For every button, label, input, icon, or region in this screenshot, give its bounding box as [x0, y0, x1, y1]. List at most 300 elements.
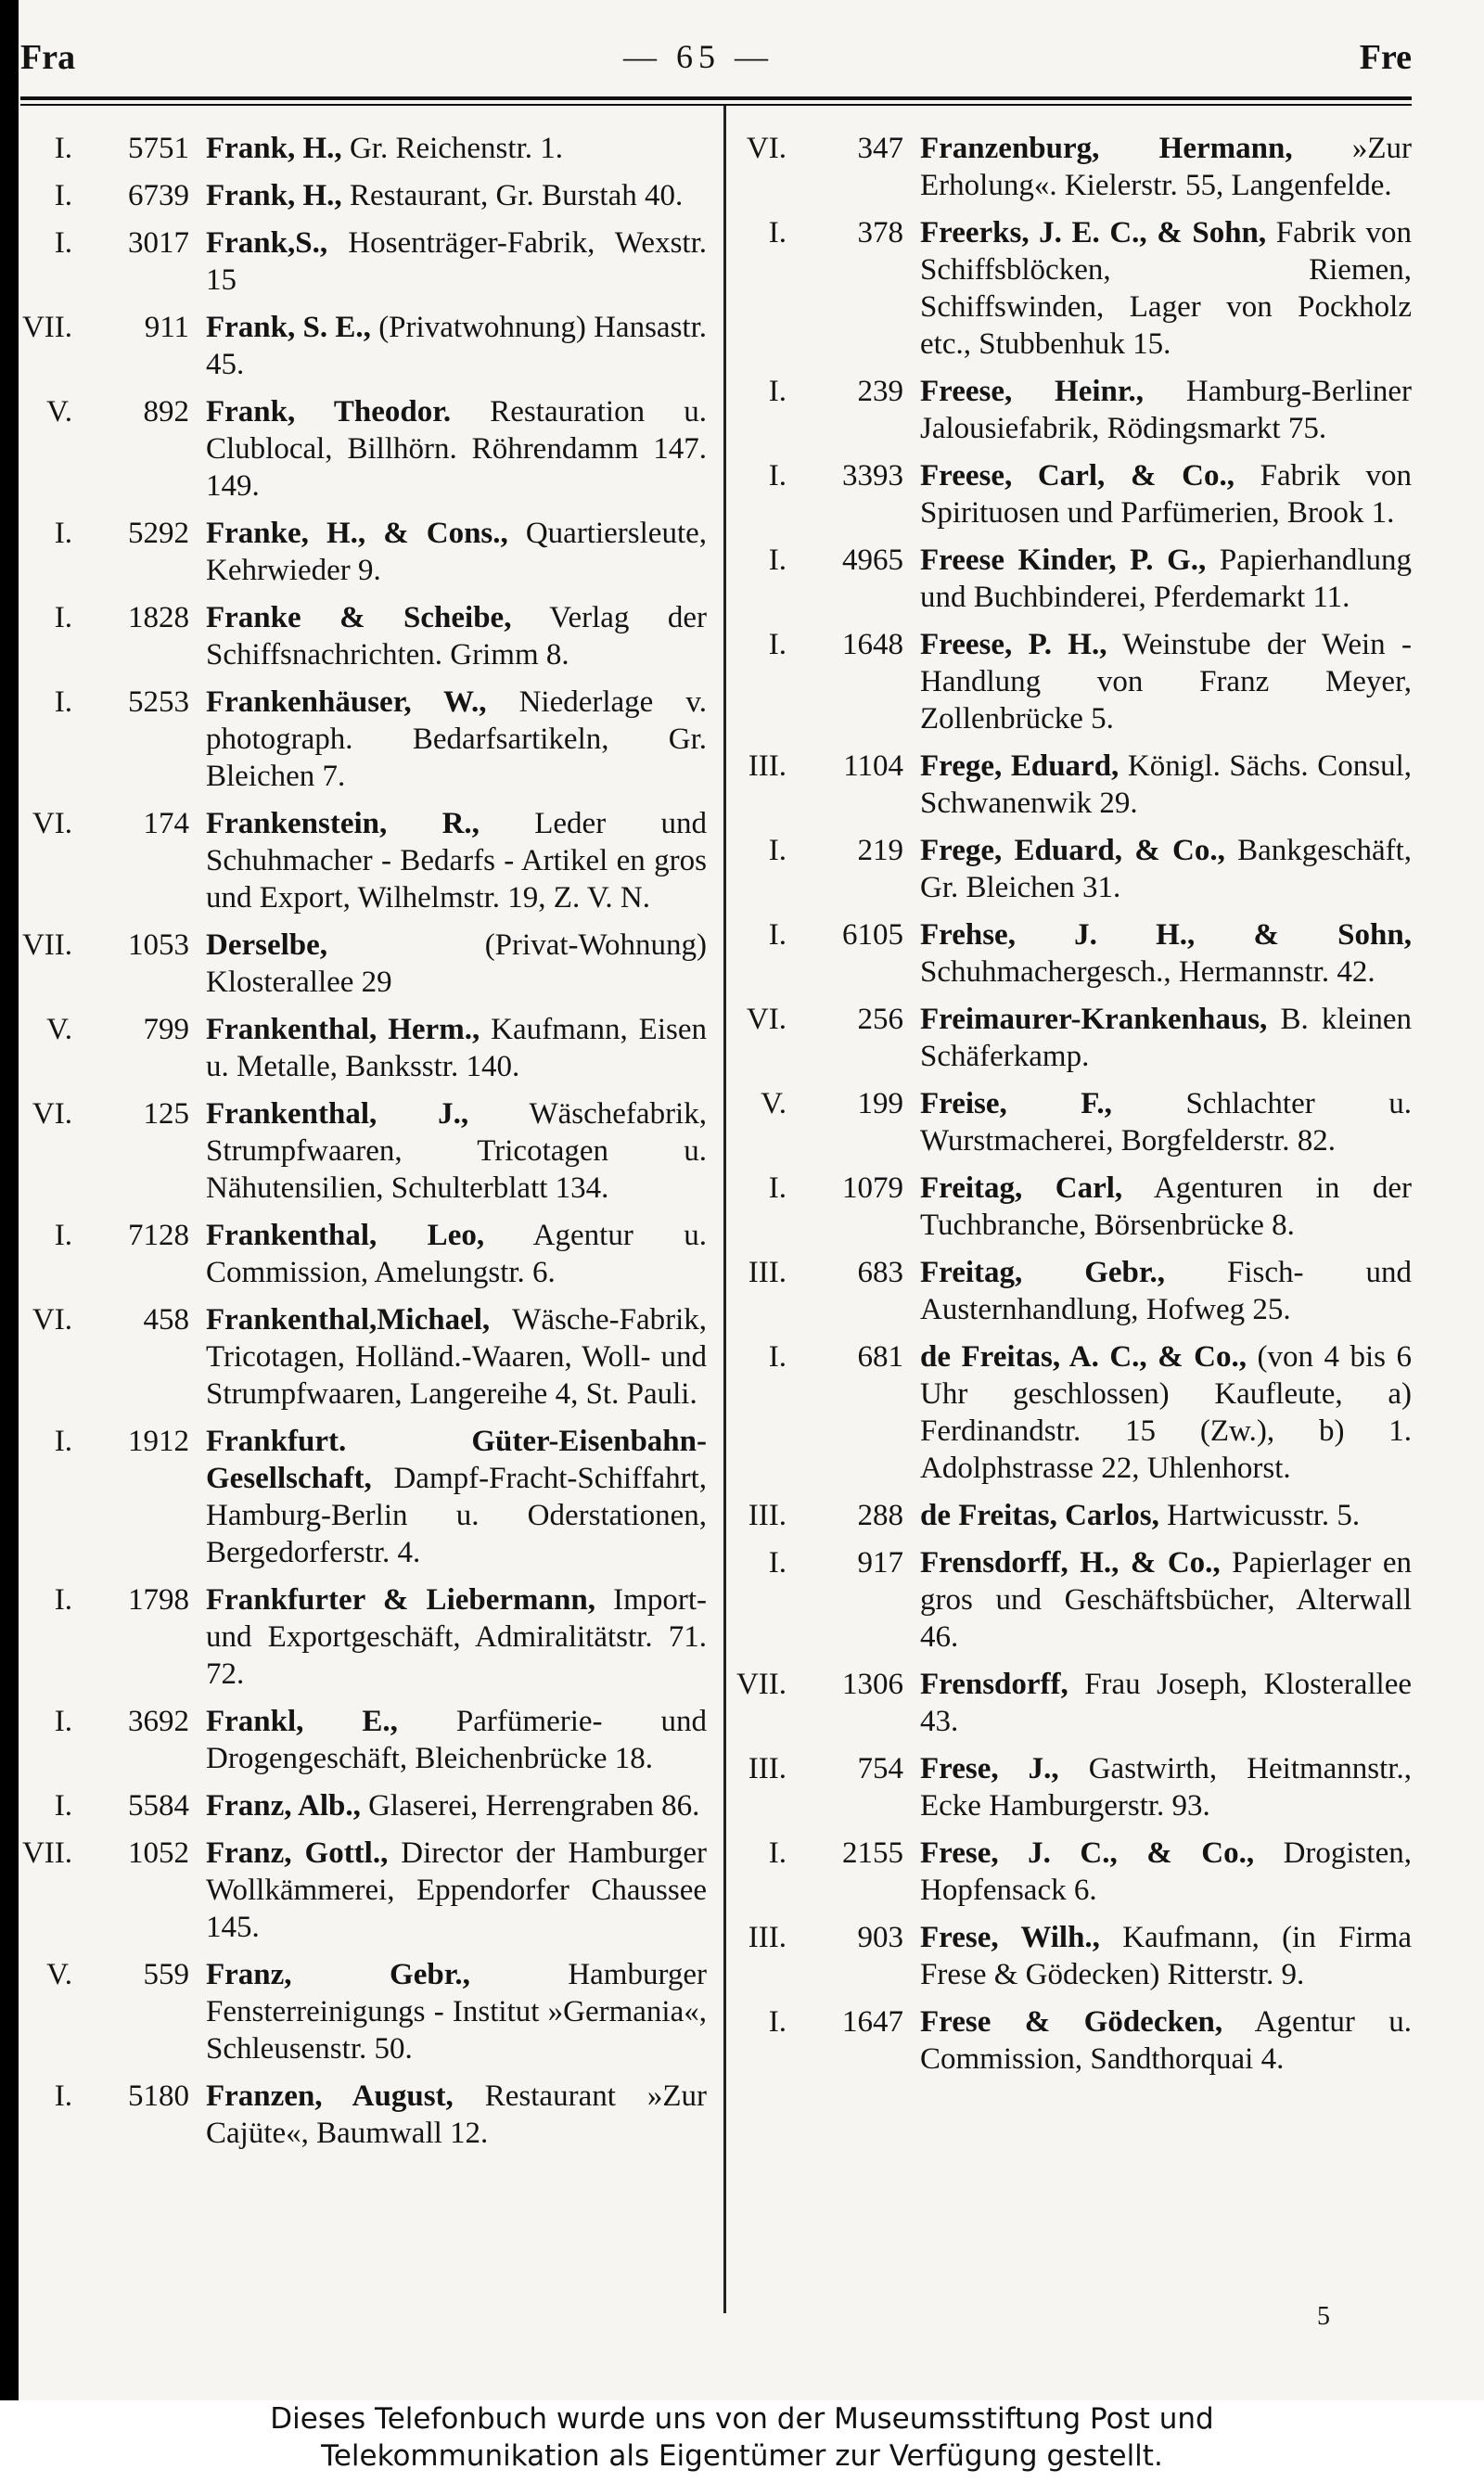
column-divider: [723, 106, 726, 2313]
entry-text: [206, 927, 707, 1001]
subscriber-details: Schuhmachergesch., Hermannstr. 42.: [920, 955, 1375, 989]
exchange-district: I.: [768, 1171, 787, 1205]
entry-text: [206, 1581, 707, 1693]
subscriber-details: »Zur Erholung«. Kielerstr. 55, Langenfelde.: [920, 132, 1412, 202]
subscriber-name: Franz, Gebr.,: [206, 1958, 470, 1991]
line-number: 6739: [128, 179, 189, 212]
subscriber-details: Agentur u. Commission, Sandthorquai 4.: [920, 2005, 1412, 2076]
entry-text: [920, 1001, 1412, 1075]
line-number: 7128: [128, 1219, 189, 1252]
directory-entry: [735, 1085, 1412, 1159]
subscriber-name: Franke, H., & Cons.,: [206, 517, 508, 550]
subscriber-details: Quartiersleute, Kehrwieder 9.: [206, 517, 708, 587]
phone-number: [735, 1835, 920, 1872]
entry-text: [920, 832, 1412, 906]
entry-text: [206, 393, 707, 505]
header-right-keyword: Fre: [1359, 38, 1412, 77]
exchange-district: I.: [54, 1583, 72, 1617]
subscriber-name: Freitag, Gebr.,: [920, 1256, 1166, 1289]
exchange-district: I.: [768, 544, 787, 577]
phone-number: [735, 1170, 920, 1207]
directory-entry: [735, 1001, 1412, 1075]
line-number: 2155: [842, 1836, 903, 1870]
subscriber-details: Glaserei, Herrengraben 86.: [360, 1789, 700, 1823]
entry-text: [920, 457, 1412, 531]
subscriber-details: Restaurant, Gr. Burstah 40.: [341, 179, 684, 212]
subscriber-name: Frankenstein, R.,: [206, 807, 480, 840]
subscriber-details: (von 4 bis 6 Uhr geschlossen) Kaufleute, a) Ferdinandstr. 15 (Zw.), b) 1. Adolphstrasse 22, Uhlenhorst.: [920, 1340, 1413, 1485]
phone-number: [20, 1301, 206, 1338]
phone-number: [735, 1750, 920, 1787]
directory-entry: [735, 1338, 1412, 1487]
exchange-district: I.: [54, 601, 72, 634]
phone-number: [20, 177, 206, 214]
subscriber-details: Wäschefabrik, Strumpfwaaren, Tricotagen u. Nähutensilien, Schulterblatt 134.: [206, 1097, 707, 1205]
directory-entry: [20, 1301, 707, 1413]
sheet-number: 5: [1317, 2302, 1330, 2331]
subscriber-name: de Freitas, Carlos,: [920, 1499, 1159, 1532]
entry-text: [920, 1497, 1412, 1534]
exchange-district: V.: [46, 1958, 72, 1991]
footer-line-2: Telekommunikation als Eigentümer zur Verfügung gestellt.: [321, 2439, 1163, 2473]
exchange-district: I.: [54, 132, 72, 165]
directory-entry: [20, 1423, 707, 1571]
directory-entry: [735, 832, 1412, 906]
subscriber-name: Franz, Alb.,: [206, 1789, 361, 1823]
subscriber-details: Königl. Sächs. Consul, Schwanenwik 29.: [920, 749, 1412, 820]
exchange-district: VII.: [21, 1836, 72, 1870]
phone-number: [735, 916, 920, 953]
directory-entry: [735, 626, 1412, 737]
entry-text: [920, 1666, 1412, 1740]
directory-entry: [20, 599, 707, 673]
phone-number: [735, 1666, 920, 1703]
phone-number: [735, 1544, 920, 1581]
subscriber-details: Papierhandlung und Buchbinderei, Pferdemarkt 11.: [920, 544, 1412, 614]
entry-text: [920, 626, 1412, 737]
entry-text: [920, 130, 1412, 204]
entry-text: [206, 1301, 707, 1413]
line-number: 1052: [128, 1836, 189, 1870]
directory-entry: [20, 130, 707, 167]
line-number: 683: [857, 1256, 903, 1289]
phone-number: [735, 1085, 920, 1122]
line-number: 219: [857, 834, 903, 867]
subscriber-name: Frankenthal,Michael,: [206, 1303, 491, 1337]
subscriber-name: Frese, J. C., & Co.,: [920, 1836, 1255, 1870]
directory-entry: [20, 2078, 707, 2152]
subscriber-name: Frankfurt. Güter-Eisenbahn-Gesellschaft,: [206, 1425, 707, 1495]
exchange-district: III.: [748, 1499, 787, 1532]
header-left-keyword: Fra: [20, 38, 76, 77]
entry-text: [206, 515, 707, 589]
exchange-district: I.: [768, 628, 787, 661]
directory-entry: [20, 1835, 707, 1946]
line-number: 1798: [128, 1583, 189, 1617]
subscriber-name: Frese, Wilh.,: [920, 1921, 1100, 1954]
directory-entry: [20, 1956, 707, 2067]
directory-entry: [20, 1095, 707, 1207]
phone-number: [20, 599, 206, 636]
line-number: 1104: [843, 749, 903, 783]
entry-text: [206, 1835, 707, 1946]
entry-text: [920, 916, 1412, 991]
subscriber-details: Frau Joseph, Klosterallee 43.: [920, 1668, 1412, 1738]
exchange-district: I.: [54, 2079, 72, 2113]
phone-number: [20, 393, 206, 430]
line-number: 1828: [128, 601, 189, 634]
entry-text: [920, 1085, 1412, 1159]
directory-entry: [20, 805, 707, 916]
entry-text: [206, 1703, 707, 1777]
directory-entry: [735, 1919, 1412, 1993]
subscriber-details: Dampf-Fracht-Schiffahrt, Hamburg-Berlin u. Oderstationen, Bergedorferstr. 4.: [206, 1462, 707, 1569]
directory-entry: [20, 309, 707, 383]
line-number: 378: [857, 216, 903, 249]
subscriber-name: Frank, H.,: [206, 132, 342, 165]
line-number: 892: [143, 395, 189, 429]
header-page-number: — 65 —: [623, 38, 774, 75]
left-column: [20, 130, 707, 2162]
phone-number: [20, 1581, 206, 1618]
exchange-district: VI.: [32, 807, 72, 840]
line-number: 1053: [128, 928, 189, 962]
subscriber-details: Import- und Exportgeschäft, Admiralitätstr. 71. 72.: [206, 1583, 707, 1691]
directory-entry: [735, 457, 1412, 531]
exchange-district: VI.: [32, 1303, 72, 1337]
directory-entry: [20, 1787, 707, 1824]
subscriber-name: de Freitas, A. C., & Co.,: [920, 1340, 1247, 1374]
line-number: 288: [857, 1499, 903, 1532]
exchange-district: V.: [761, 1087, 787, 1120]
subscriber-details: Fabrik von Schiffsblöcken, Riemen, Schiffswinden, Lager von Pockholz etc., Stubbenhuk 15.: [920, 216, 1412, 361]
phone-number: [20, 1835, 206, 1872]
line-number: 125: [143, 1097, 189, 1131]
subscriber-name: Frese, J.,: [920, 1752, 1059, 1785]
line-number: 911: [144, 311, 189, 344]
exchange-district: VI.: [746, 1003, 787, 1036]
subscriber-details: Parfümerie- und Drogengeschäft, Bleichenbrücke 18.: [206, 1705, 707, 1775]
subscriber-name: Frank, H.,: [206, 179, 342, 212]
exchange-district: I.: [768, 2005, 787, 2039]
subscriber-details: Kaufmann, (in Firma Frese & Gödecken) Ritterstr. 9.: [920, 1921, 1412, 1991]
line-number: 5253: [128, 685, 189, 719]
entry-text: [920, 1338, 1412, 1487]
entry-text: [920, 1170, 1412, 1244]
phone-number: [20, 224, 206, 262]
directory-entry: [735, 1750, 1412, 1824]
line-number: 1647: [842, 2005, 903, 2039]
phone-number: [735, 2003, 920, 2041]
page-header: [20, 37, 1412, 93]
line-number: 754: [857, 1752, 903, 1785]
phone-number: [20, 1703, 206, 1740]
directory-entry: [735, 1666, 1412, 1740]
phone-number: [20, 805, 206, 842]
subscriber-name: Freitag, Carl,: [920, 1171, 1123, 1205]
subscriber-name: Freese Kinder, P. G.,: [920, 544, 1207, 577]
entry-text: [206, 177, 707, 214]
subscriber-details: Hartwicusstr. 5.: [1158, 1499, 1361, 1532]
line-number: 917: [857, 1546, 903, 1580]
subscriber-details: Weinstube der Wein - Handlung von Franz Meyer, Zollenbrücke 5.: [920, 628, 1412, 736]
subscriber-name: Freese, Carl, & Co.,: [920, 459, 1235, 493]
entry-text: [920, 748, 1412, 822]
entry-text: [920, 1750, 1412, 1824]
phone-number: [20, 309, 206, 346]
phone-number: [20, 1095, 206, 1132]
exchange-district: VI.: [746, 132, 787, 165]
line-number: 3393: [842, 459, 903, 493]
directory-entry: [20, 1217, 707, 1291]
exchange-district: I.: [54, 226, 72, 260]
entry-text: [920, 542, 1412, 616]
entry-text: [206, 599, 707, 673]
subscriber-details: Bankgeschäft, Gr. Bleichen 31.: [920, 834, 1412, 904]
subscriber-details: Fabrik von Spirituosen und Parfümerien, Brook 1.: [920, 459, 1412, 530]
directory-entry: [20, 177, 707, 214]
directory-entry: [735, 130, 1412, 204]
exchange-district: I.: [54, 517, 72, 550]
line-number: 681: [857, 1340, 903, 1374]
entry-text: [920, 1919, 1412, 1993]
header-rule-thin: [20, 104, 1412, 106]
subscriber-details: Schlachter u. Wurstmacherei, Borgfelderstr. 82.: [920, 1087, 1412, 1158]
phone-number: [735, 457, 920, 494]
line-number: 1912: [128, 1425, 189, 1458]
subscriber-details: Wäsche-Fabrik, Tricotagen, Holländ.-Waaren, Woll- und Strumpfwaaren, Langereihe 4, St. Pauli.: [206, 1303, 707, 1411]
exchange-district: I.: [768, 834, 787, 867]
exchange-district: I.: [54, 1705, 72, 1738]
line-number: 239: [857, 375, 903, 408]
line-number: 174: [143, 807, 189, 840]
directory-entry: [735, 1835, 1412, 1909]
subscriber-name: Franz, Gottl.,: [206, 1836, 389, 1870]
subscriber-name: Frank,S.,: [206, 226, 328, 260]
directory-entry: [735, 1254, 1412, 1328]
subscriber-name: Franzenburg, Hermann,: [920, 132, 1293, 165]
subscriber-details: B. kleinen Schäferkamp.: [920, 1003, 1412, 1073]
directory-entry: [20, 684, 707, 795]
directory-entry: [735, 2003, 1412, 2078]
entry-text: [206, 309, 707, 383]
subscriber-name: Freise, F.,: [920, 1087, 1112, 1120]
subscriber-name: Frensdorff,: [920, 1668, 1068, 1701]
subscriber-name: Frege, Eduard,: [920, 749, 1119, 783]
entry-text: [920, 1835, 1412, 1909]
phone-number: [20, 1217, 206, 1254]
entry-text: [206, 805, 707, 916]
phone-number: [20, 2078, 206, 2115]
phone-number: [735, 130, 920, 167]
exchange-district: I.: [768, 1836, 787, 1870]
line-number: 3692: [128, 1705, 189, 1738]
line-number: 3017: [128, 226, 189, 260]
exchange-district: III.: [748, 1921, 787, 1954]
phone-number: [735, 214, 920, 251]
line-number: 199: [857, 1087, 903, 1120]
exchange-district: I.: [54, 1789, 72, 1823]
directory-entry: [735, 1497, 1412, 1534]
phone-number: [20, 1787, 206, 1824]
entry-text: [206, 130, 707, 167]
directory-entry: [20, 224, 707, 299]
exchange-district: III.: [748, 1256, 787, 1289]
phone-number: [20, 1956, 206, 1993]
subscriber-name: Freimaurer-Krankenhaus,: [920, 1003, 1268, 1036]
subscriber-details: Hamburger Fensterreinigungs - Institut »Germania«, Schleusenstr. 50.: [206, 1958, 707, 2066]
subscriber-details: Director der Hamburger Wollkämmerei, Eppendorfer Chaussee 145.: [206, 1836, 707, 1944]
subscriber-name: Frank, S. E.,: [206, 311, 371, 344]
phone-number: [20, 927, 206, 964]
line-number: 903: [857, 1921, 903, 1954]
phone-number: [735, 373, 920, 410]
line-number: 6105: [842, 918, 903, 952]
directory-entry: [735, 373, 1412, 447]
entry-text: [920, 373, 1412, 447]
line-number: 458: [143, 1303, 189, 1337]
exchange-district: I.: [768, 216, 787, 249]
subscriber-name: Frensdorff, H., & Co.,: [920, 1546, 1221, 1580]
subscriber-details: Kaufmann, Eisen u. Metalle, Banksstr. 140.: [206, 1013, 707, 1083]
entry-text: [920, 2003, 1412, 2078]
subscriber-name: Frankenthal, Herm.,: [206, 1013, 480, 1046]
subscriber-name: Frese & Gödecken,: [920, 2005, 1223, 2039]
subscriber-details: Leder und Schuhmacher - Bedarfs - Artikel en gros und Export, Wilhelmstr. 19, Z. V. N.: [206, 807, 707, 915]
line-number: 5584: [128, 1789, 189, 1823]
subscriber-details: Gr. Reichenstr. 1.: [341, 132, 563, 165]
phone-number: [20, 515, 206, 552]
phone-number: [735, 748, 920, 785]
exchange-district: I.: [768, 1546, 787, 1580]
subscriber-name: Frankenhäuser, W.,: [206, 685, 487, 719]
line-number: 1079: [842, 1171, 903, 1205]
directory-entry: [20, 393, 707, 505]
line-number: 5180: [128, 2079, 189, 2113]
exchange-district: VII.: [21, 311, 72, 344]
entry-text: [206, 1956, 707, 2067]
exchange-district: I.: [768, 459, 787, 493]
exchange-district: I.: [54, 1219, 72, 1252]
phone-number: [20, 1011, 206, 1048]
exchange-district: I.: [54, 179, 72, 212]
exchange-district: V.: [46, 1013, 72, 1046]
line-number: 559: [143, 1958, 189, 1991]
entry-text: [206, 1217, 707, 1291]
subscriber-name: Frege, Eduard, & Co.,: [920, 834, 1225, 867]
subscriber-details: (Privat-Wohnung) Klosterallee 29: [206, 928, 707, 999]
subscriber-name: Frankenthal, Leo,: [206, 1219, 485, 1252]
right-column: [735, 130, 1412, 2088]
subscriber-details: Niederlage v. photograph. Bedarfsartikeln, Gr. Bleichen 7.: [206, 685, 707, 793]
directory-entry: [735, 1544, 1412, 1656]
phone-number: [735, 1001, 920, 1038]
phone-number: [735, 542, 920, 579]
subscriber-details: Agenturen in der Tuchbranche, Börsenbrücke 8.: [920, 1171, 1412, 1242]
entry-text: [206, 1787, 707, 1824]
header-rule: [20, 96, 1412, 100]
exchange-district: VII.: [736, 1668, 787, 1701]
phone-number: [735, 832, 920, 869]
subscriber-details: Drogisten, Hopfensack 6.: [920, 1836, 1412, 1907]
phone-number: [20, 1423, 206, 1460]
exchange-district: I.: [54, 1425, 72, 1458]
directory-entry: [20, 1581, 707, 1693]
exchange-district: I.: [768, 1340, 787, 1374]
line-number: 5292: [128, 517, 189, 550]
subscriber-details: Restauration u. Clublocal, Billhörn. Röhrendamm 147. 149.: [206, 395, 707, 503]
subscriber-details: Gastwirth, Heitmannstr., Ecke Hamburgerstr. 93.: [920, 1752, 1412, 1823]
exchange-district: VII.: [21, 928, 72, 962]
line-number: 1648: [842, 628, 903, 661]
directory-entry: [20, 927, 707, 1001]
entry-text: [206, 224, 707, 299]
phone-number: [735, 1919, 920, 1956]
entry-text: [206, 1011, 707, 1085]
subscriber-details: Hosenträger-Fabrik, Wexstr. 15: [206, 226, 707, 297]
subscriber-details: Hamburg-Berliner Jalousiefabrik, Rödingsmarkt 75.: [920, 375, 1413, 445]
phone-number: [735, 1497, 920, 1534]
subscriber-details: Fisch- und Austernhandlung, Hofweg 25.: [920, 1256, 1412, 1326]
footer-line-1: Dieses Telefonbuch wurde uns von der Museumsstiftung Post und: [270, 2402, 1214, 2436]
phone-number: [20, 130, 206, 167]
directory-entry: [20, 1011, 707, 1085]
subscriber-name: Franzen, August,: [206, 2079, 454, 2113]
directory-entry: [735, 214, 1412, 363]
subscriber-name: Frankl, E.,: [206, 1705, 398, 1738]
subscriber-name: Freese, Heinr.,: [920, 375, 1145, 408]
phone-number: [735, 1254, 920, 1291]
directory-entry: [20, 1703, 707, 1777]
line-number: 4965: [842, 544, 903, 577]
subscriber-name: Frank, Theodor.: [206, 395, 452, 429]
exchange-district: VI.: [32, 1097, 72, 1131]
subscriber-details: Verlag der Schiffsnachrichten. Grimm 8.: [206, 601, 707, 672]
subscriber-name: Freese, P. H.,: [920, 628, 1107, 661]
subscriber-details: Papierlager en gros und Geschäftsbücher, Alterwall 46.: [920, 1546, 1412, 1654]
subscriber-name: Frankenthal, J.,: [206, 1097, 469, 1131]
line-number: 256: [857, 1003, 903, 1036]
phone-number: [735, 626, 920, 663]
phone-number: [735, 1338, 920, 1375]
entry-text: [206, 1423, 707, 1571]
entry-text: [206, 1095, 707, 1207]
subscriber-details: Agentur u. Commission, Amelungstr. 6.: [206, 1219, 707, 1289]
entry-text: [206, 684, 707, 795]
exchange-district: V.: [46, 395, 72, 429]
directory-entry: [20, 515, 707, 589]
exchange-district: I.: [54, 685, 72, 719]
entry-text: [206, 2078, 707, 2152]
subscriber-name: Freerks, J. E. C., & Sohn,: [920, 216, 1267, 249]
line-number: 1306: [842, 1668, 903, 1701]
directory-entry: [735, 748, 1412, 822]
directory-entry: [735, 542, 1412, 616]
subscriber-name: Frankfurter & Liebermann,: [206, 1583, 595, 1617]
directory-entry: [735, 916, 1412, 991]
exchange-district: III.: [748, 749, 787, 783]
subscriber-details: Restaurant »Zur Cajüte«, Baumwall 12.: [206, 2079, 707, 2150]
line-number: 5751: [128, 132, 189, 165]
entry-text: [920, 1254, 1412, 1328]
line-number: 799: [143, 1013, 189, 1046]
exchange-district: I.: [768, 918, 787, 952]
phone-number: [20, 684, 206, 721]
subscriber-name: Franke & Scheibe,: [206, 601, 512, 634]
subscriber-name: Frehse, J. H., & Sohn,: [920, 918, 1412, 952]
subscriber-name: Derselbe,: [206, 928, 328, 962]
book-spine-shadow: [0, 0, 19, 2400]
